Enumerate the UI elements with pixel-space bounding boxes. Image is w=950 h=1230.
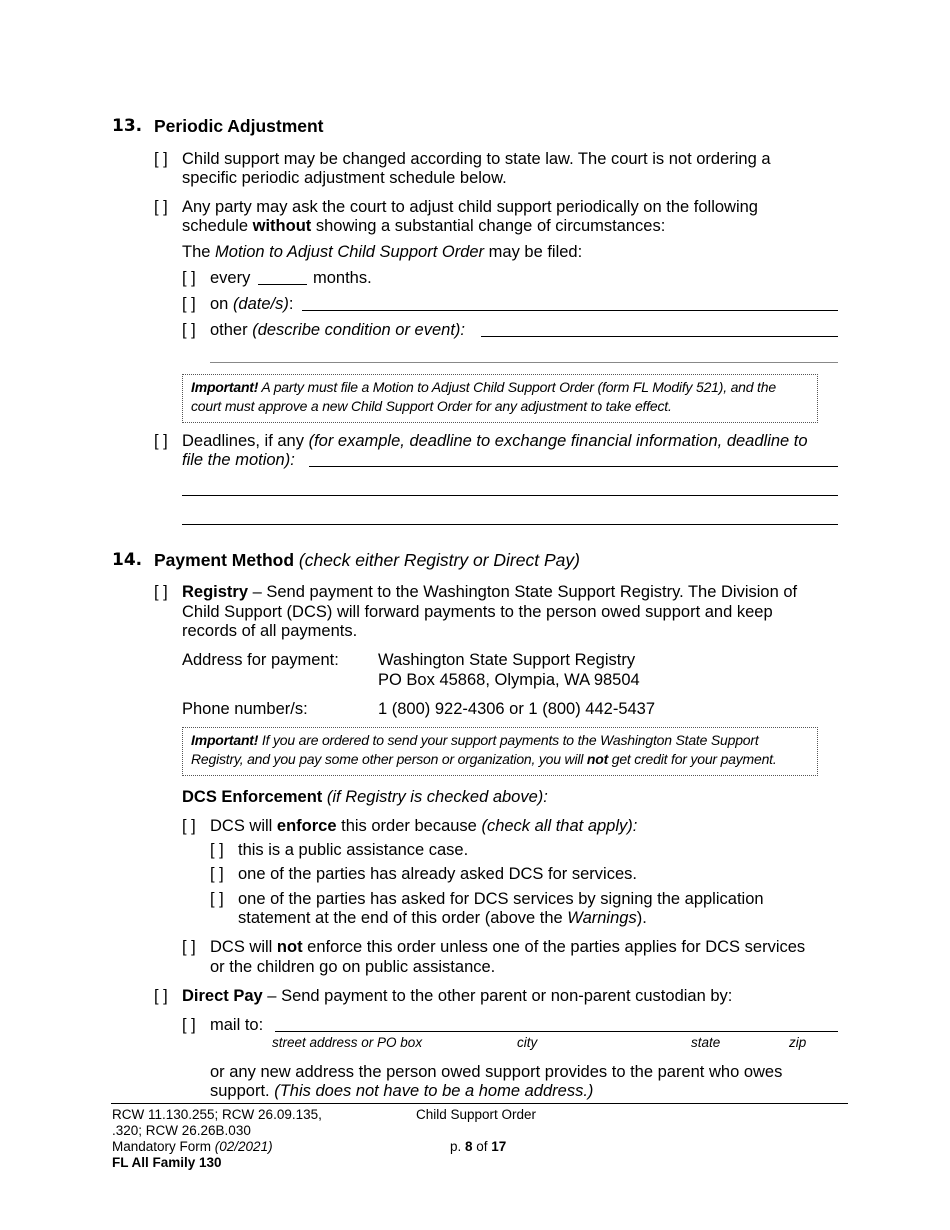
street-sublabel: street address or PO box (272, 1035, 423, 1050)
state-sublabel: state (691, 1035, 721, 1050)
checkbox-registry[interactable]: [ ] (154, 583, 168, 601)
checkbox-application-statement[interactable]: [ ] (210, 890, 224, 908)
checkbox-other-condition[interactable]: [ ] (182, 321, 196, 339)
checkbox-public-assistance[interactable]: [ ] (210, 841, 224, 859)
checkbox-direct-pay[interactable]: [ ] (154, 987, 168, 1005)
checkbox-dcs-not-enforce[interactable]: [ ] (182, 938, 196, 956)
registry-text-line2: Child Support (DCS) will forward payments to the person owed support and keep (182, 603, 773, 621)
important-note-registry: Important! If you are ordered to send your support payments to the Washington State Support Registry, and you pay some other person or organization, you will not get credit for your payment. (182, 727, 818, 776)
registry-text-line1: Registry – Send payment to the Washington State Support Registry. The Division of (182, 583, 798, 601)
direct-pay-text: Direct Pay – Send payment to the other parent or non-parent custodian by: (182, 987, 733, 1005)
periodic-text-line2: schedule without showing a substantial change of circumstances: (182, 217, 666, 235)
footer-doc-title: Child Support Order (416, 1107, 537, 1122)
deadlines-field-line2[interactable] (182, 495, 838, 496)
footer-form-id: FL All Family 130 (112, 1155, 222, 1170)
deadlines-text-line1: Deadlines, if any (for example, deadline to exchange financial information, deadline to (182, 432, 808, 450)
checkbox-mail-to[interactable]: [ ] (182, 1016, 196, 1034)
checkbox-state-law[interactable]: [ ] (154, 150, 168, 168)
checkbox-periodic-schedule[interactable]: [ ] (154, 198, 168, 216)
public-assistance-text: this is a public assistance case. (238, 841, 469, 859)
footer-rcw-line2: .320; RCW 26.26B.030 (112, 1123, 251, 1138)
state-law-text-line2: specific periodic adjustment schedule below. (182, 169, 507, 187)
registry-address-line2: PO Box 45868, Olympia, WA 98504 (378, 671, 640, 689)
application-statement-line2: statement at the end of this order (above the Warnings). (238, 909, 647, 927)
deadlines-field[interactable] (309, 466, 838, 467)
dcs-not-enforce-line2: or the children go on public assistance. (210, 958, 496, 976)
important-note-adjustment: Important! A party must file a Motion to Adjust Child Support Order (form FL Modify 521), and the court must approve a new Child Support Order for any adjustment to take effect. (182, 374, 818, 423)
checkbox-on-dates[interactable]: [ ] (182, 295, 196, 313)
registry-text-line3: records of all payments. (182, 622, 358, 640)
deadlines-field-line3[interactable] (182, 524, 838, 525)
state-law-text-line1: Child support may be changed according to state law. The court is not ordering a (182, 150, 771, 168)
motion-filed-text: The Motion to Adjust Child Support Order may be filed: (182, 243, 583, 261)
asked-dcs-text: one of the parties has already asked DCS for services. (238, 865, 637, 883)
mail-address-field[interactable] (275, 1031, 838, 1032)
section-13-number: 13. (112, 116, 143, 136)
deadlines-text-line2: file the motion): (182, 451, 295, 469)
registry-phone: 1 (800) 922-4306 or 1 (800) 442-5437 (378, 700, 656, 718)
periodic-text-line1: Any party may ask the court to adjust child support periodically on the following (182, 198, 758, 216)
checkbox-asked-dcs[interactable]: [ ] (210, 865, 224, 883)
dcs-enforce-text: DCS will enforce this order because (check all that apply): (210, 817, 638, 835)
address-label: Address for payment: (182, 651, 339, 669)
checkbox-dcs-enforce[interactable]: [ ] (182, 817, 196, 835)
every-label: every (210, 269, 251, 287)
checkbox-every-months[interactable]: [ ] (182, 269, 196, 287)
new-address-line1: or any new address the person owed support provides to the parent who owes (210, 1063, 783, 1081)
months-count-field[interactable] (258, 284, 307, 285)
section-13-title: Periodic Adjustment (154, 116, 324, 136)
new-address-line2: support. (This does not have to be a home address.) (210, 1082, 594, 1100)
dcs-enforcement-heading: DCS Enforcement (if Registry is checked above): (182, 788, 548, 806)
city-sublabel: city (517, 1035, 538, 1050)
other-condition-field[interactable] (481, 336, 838, 337)
footer-divider (111, 1103, 848, 1104)
application-statement-line1: one of the parties has asked for DCS services by signing the application (238, 890, 764, 908)
other-condition-field-line2[interactable] (210, 362, 838, 363)
section-14-title: Payment Method (check either Registry or Direct Pay) (154, 550, 580, 570)
on-dates-label: on (date/s): (210, 295, 294, 313)
zip-sublabel: zip (789, 1035, 807, 1050)
dates-field[interactable] (302, 310, 838, 311)
section-14-number: 14. (112, 550, 143, 570)
phone-label: Phone number/s: (182, 700, 308, 718)
checkbox-deadlines[interactable]: [ ] (154, 432, 168, 450)
registry-address-line1: Washington State Support Registry (378, 651, 636, 669)
months-label: months. (313, 269, 372, 287)
footer-rcw-line1: RCW 11.130.255; RCW 26.09.135, (112, 1107, 322, 1122)
footer-page-number: p. 8 of 17 (450, 1139, 507, 1154)
mail-to-label: mail to: (210, 1016, 264, 1034)
footer-mandatory-form: Mandatory Form (02/2021) (112, 1139, 273, 1154)
dcs-not-enforce-line1: DCS will not enforce this order unless one of the parties applies for DCS services (210, 938, 806, 956)
other-condition-label: other (describe condition or event): (210, 321, 465, 339)
